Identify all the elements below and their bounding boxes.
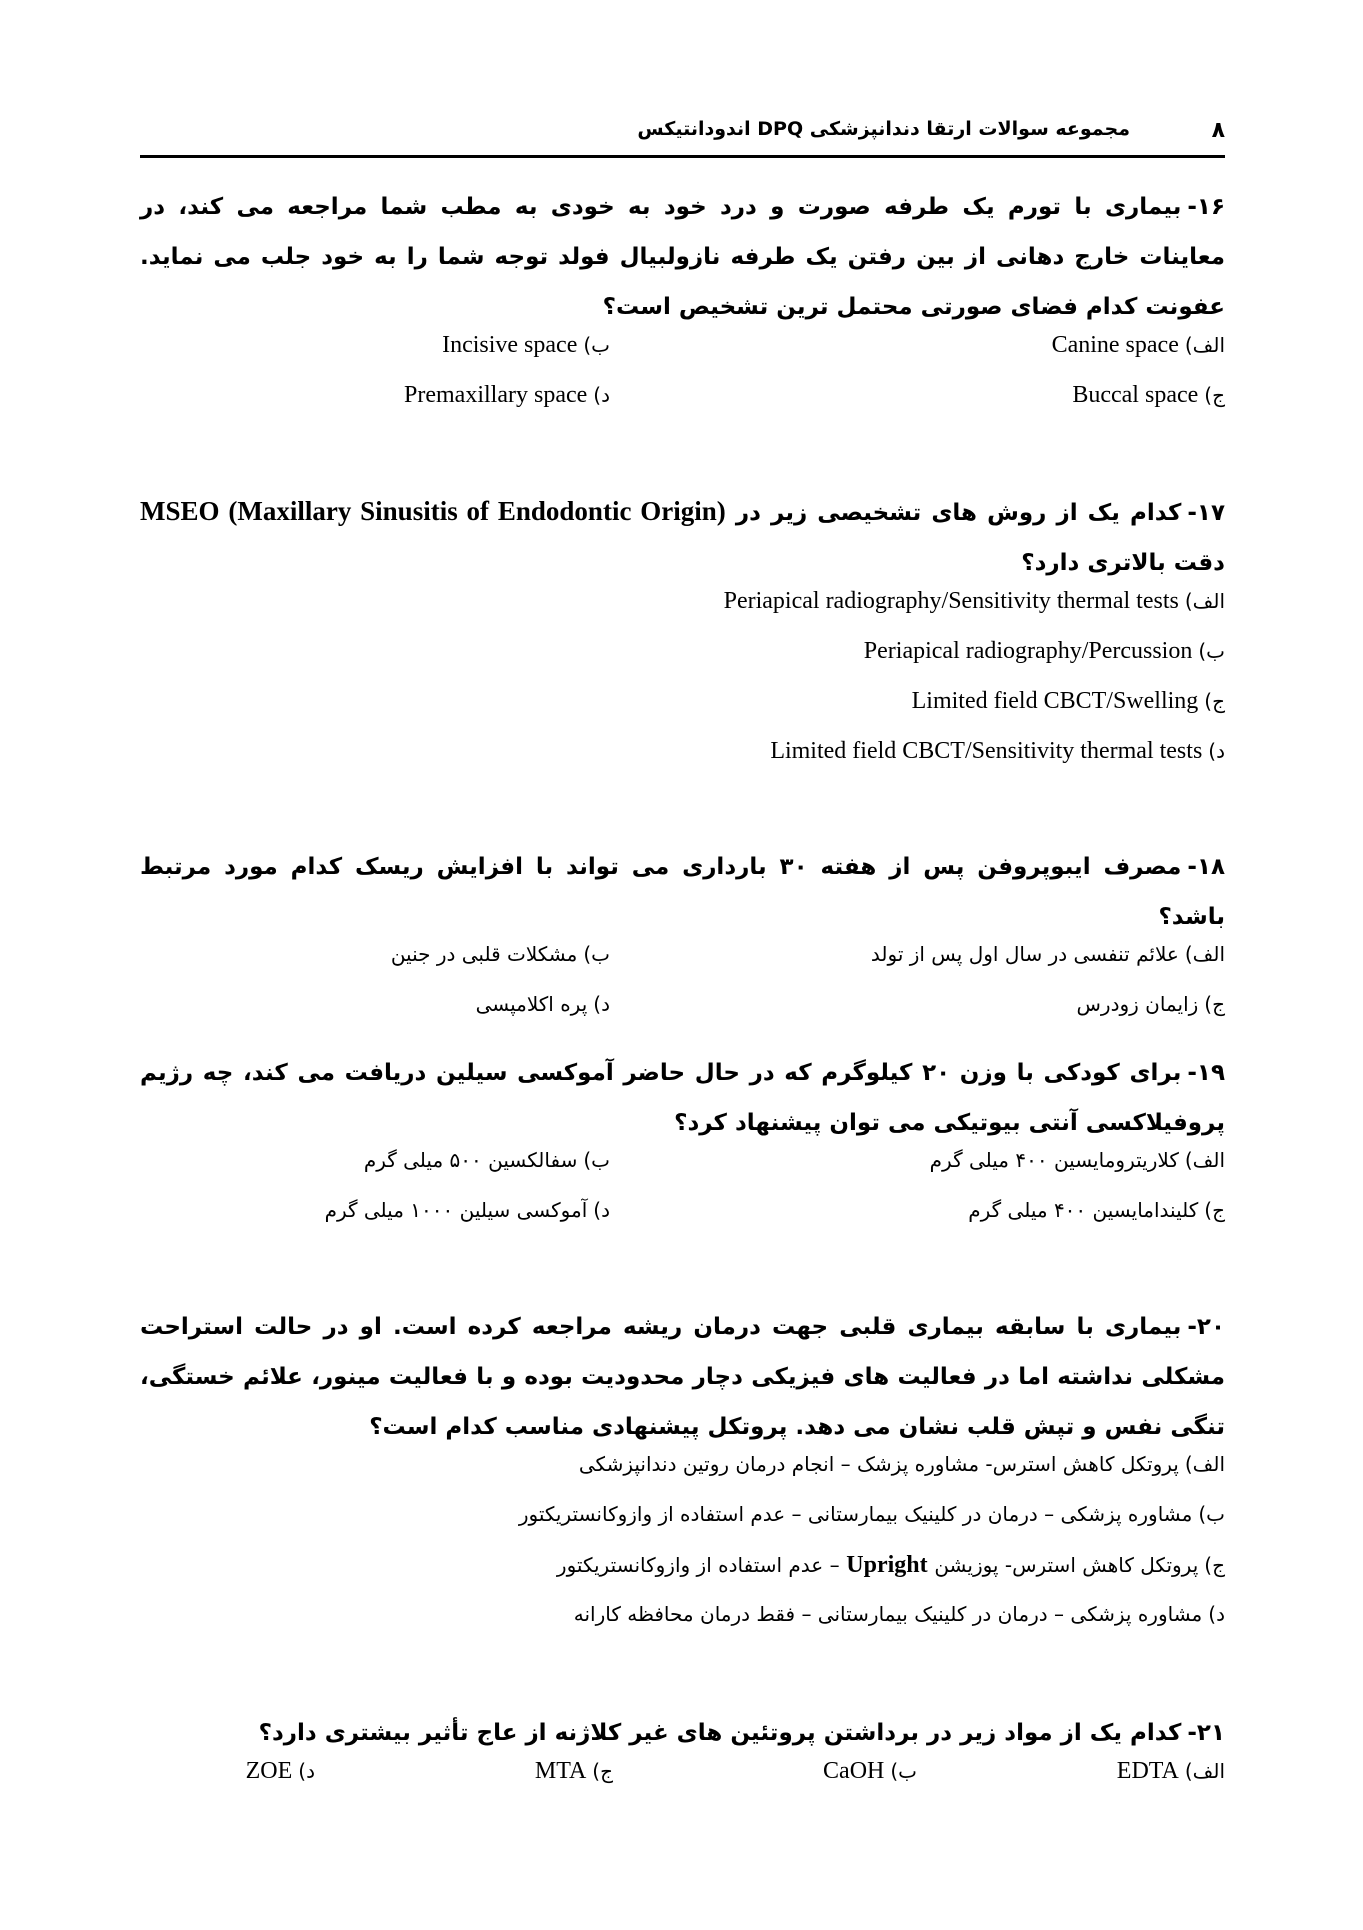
- option-letter: ج): [592, 1759, 613, 1783]
- header-divider: [140, 155, 1225, 158]
- option-text: کلاریترومایسین ۴۰۰ میلی گرم: [929, 1148, 1179, 1172]
- question-number: ۲۱-: [1187, 1720, 1225, 1746]
- option-text: آموکسی سیلین ۱۰۰۰ میلی گرم: [324, 1198, 588, 1222]
- option-text: پروتکل کاهش استرس- مشاوره پزشک – انجام درمان روتین دندانپزشکی: [578, 1452, 1179, 1476]
- question-body-end: دقت بالاتری دارد؟: [1021, 550, 1225, 576]
- option-text: Premaxillary space: [404, 382, 588, 408]
- option-text: پروتکل کاهش استرس- پوزیشن: [934, 1553, 1199, 1577]
- question-body: کدام یک از مواد زیر در برداشتن پروتئین های غیر کلاژنه از عاج تأثیر بیشتری دارد؟: [258, 1720, 1182, 1746]
- question-21: [140, 1708, 1225, 1808]
- option-letter: الف): [1184, 589, 1225, 613]
- option-text: Periapical radiography/Percussion: [863, 638, 1193, 664]
- option-alef[interactable]: [1117, 1758, 1225, 1785]
- options: [140, 942, 1225, 1042]
- option-text: مشاوره پزشکی – درمان در کلینیک بیمارستانی – عدم استفاده از وازوکانستریکتور: [518, 1502, 1193, 1526]
- option-letter: الف): [1184, 1452, 1225, 1476]
- option-dal[interactable]: [325, 1198, 610, 1222]
- option-letter: ب): [583, 942, 610, 966]
- option-letter: ب): [1198, 1502, 1225, 1526]
- option-be[interactable]: [823, 1758, 917, 1785]
- question-17: [140, 486, 1225, 788]
- question-text: [140, 182, 1225, 332]
- option-text: EDTA: [1116, 1758, 1179, 1784]
- question-text: [140, 1708, 1225, 1758]
- question-20: [140, 1302, 1225, 1652]
- question-text: [140, 486, 1225, 588]
- option-text: Limited field CBCT/Sensitivity thermal tests: [770, 738, 1203, 764]
- option-letter: ب): [583, 333, 610, 357]
- question-number: ۲۰-: [1187, 1314, 1225, 1340]
- option-be[interactable]: [864, 638, 1225, 665]
- option-text: زایمان زودرس: [1076, 992, 1199, 1016]
- options: [140, 1452, 1225, 1652]
- option-text: Periapical radiography/Sensitivity thermal tests: [723, 588, 1179, 614]
- option-be[interactable]: [442, 332, 610, 359]
- option-text: MTA: [534, 1758, 587, 1784]
- options: [140, 332, 1225, 432]
- option-alef[interactable]: [871, 942, 1225, 966]
- page-number: ۸: [1211, 118, 1225, 143]
- option-letter: ج): [1204, 992, 1225, 1016]
- option-letter: ج): [1204, 383, 1225, 407]
- option-dal[interactable]: [404, 382, 610, 409]
- option-text: مشاوره پزشکی – درمان در کلینیک بیمارستانی – فقط درمان محافظه کارانه: [573, 1602, 1203, 1626]
- option-jim[interactable]: [968, 1198, 1225, 1222]
- question-body: کدام یک از روش های تشخیصی زیر در: [735, 500, 1182, 526]
- option-letter: الف): [1184, 1148, 1225, 1172]
- question-text: [140, 1302, 1225, 1452]
- option-be[interactable]: [391, 942, 610, 966]
- option-be[interactable]: [364, 1148, 610, 1172]
- option-letter: ب): [1198, 639, 1225, 663]
- option-letter: الف): [1184, 942, 1225, 966]
- option-text: Incisive space: [442, 332, 578, 358]
- option-letter: ج): [1204, 1553, 1225, 1577]
- option-letter: د): [593, 1198, 610, 1222]
- question-number: ۱۶-: [1187, 194, 1225, 220]
- option-be[interactable]: [519, 1502, 1225, 1526]
- option-letter: ب): [583, 1148, 610, 1172]
- question-body: برای کودکی با وزن ۲۰ کیلوگرم که در حال حاضر آموکسی سیلین دریافت می کند، چه رژیم پروفیلاکسی آنتی بیوتیکی می توان پیشنهاد کرد؟: [140, 1060, 1225, 1136]
- option-text: CaOH: [823, 1758, 885, 1784]
- option-text: مشکلات قلبی در جنین: [390, 942, 578, 966]
- option-text: سفالکسین ۵۰۰ میلی گرم: [363, 1148, 578, 1172]
- option-jim[interactable]: [912, 688, 1225, 715]
- options: [140, 1148, 1225, 1248]
- option-text: پره اکلامپسی: [475, 992, 588, 1016]
- options: [140, 1758, 1225, 1808]
- option-letter: الف): [1184, 333, 1225, 357]
- option-text: Buccal space: [1072, 382, 1199, 408]
- option-text: Limited field CBCT/Swelling: [911, 688, 1199, 714]
- question-text: [140, 1048, 1225, 1148]
- question-text: [140, 842, 1225, 942]
- option-alef[interactable]: [930, 1148, 1225, 1172]
- question-number: ۱۷-: [1187, 500, 1225, 526]
- option-letter: د): [593, 383, 610, 407]
- option-letter: الف): [1184, 1759, 1225, 1783]
- option-text: ZOE: [245, 1758, 293, 1784]
- question-latin-term: MSEO (Maxillary Sinusitis of Endodontic Origin): [140, 496, 726, 526]
- option-text-end: – عدم استفاده از وازوکانستریکتور: [556, 1553, 840, 1577]
- option-letter: د): [298, 1759, 315, 1783]
- page-header: [140, 112, 1225, 148]
- question-body: بیماری با سابقه بیماری قلبی جهت درمان ریشه مراجعه کرده است. او در حالت استراحت مشکلی نداشته اما در فعالیت های فیزیکی دچار محدودیت بوده و با فعالیت مینور، علائم خستگی، تنگی نفس و تپش قلب نشان می دهد. پروتکل پیشنهادی مناسب کدام است؟: [140, 1314, 1225, 1440]
- option-alef[interactable]: [579, 1452, 1225, 1476]
- question-body: بیماری با تورم یک طرفه صورت و درد خود به خودی به مطب شما مراجعه می کند، در معاینات خارج دهانی از بین رفتن یک طرفه نازولبیال فولد توجه شما را به خود جلب می نماید. عفونت کدام فضای صورتی محتمل ترین تشخیص است؟: [140, 194, 1225, 320]
- option-dal[interactable]: [246, 1758, 315, 1785]
- question-19: [140, 1048, 1225, 1248]
- option-letter: د): [1208, 739, 1225, 763]
- option-text: Canine space: [1051, 332, 1179, 358]
- option-dal[interactable]: [574, 1602, 1225, 1626]
- option-letter: د): [1208, 1602, 1225, 1626]
- question-number: ۱۸-: [1187, 854, 1226, 880]
- question-body: مصرف ایبوپروفن پس از هفته ۳۰ بارداری می تواند با افزایش ریسک کدام مورد مرتبط باشد؟: [140, 854, 1225, 930]
- option-text: کلیندامایسین ۴۰۰ میلی گرم: [968, 1198, 1199, 1222]
- option-dal[interactable]: [476, 992, 610, 1016]
- option-latin-term: Upright: [846, 1552, 928, 1578]
- question-number: ۱۹-: [1187, 1060, 1225, 1086]
- option-text: علائم تنفسی در سال اول پس از تولد: [870, 942, 1179, 966]
- option-jim[interactable]: [1077, 992, 1226, 1016]
- option-letter: ب): [890, 1759, 917, 1783]
- option-jim[interactable]: [557, 1552, 1225, 1579]
- options: [140, 588, 1225, 788]
- option-letter: ج): [1204, 1198, 1225, 1222]
- option-letter: ج): [1204, 689, 1225, 713]
- option-letter: د): [593, 992, 610, 1016]
- option-dal[interactable]: [770, 738, 1225, 765]
- option-alef[interactable]: [1052, 332, 1225, 359]
- running-title: مجموعه سوالات ارتقا دندانپزشکی DPQ اندودانتیکس: [637, 118, 1130, 140]
- option-alef[interactable]: [724, 588, 1225, 615]
- option-jim[interactable]: [535, 1758, 613, 1785]
- option-jim[interactable]: [1072, 382, 1225, 409]
- question-16: [140, 182, 1225, 432]
- question-18: [140, 842, 1225, 1042]
